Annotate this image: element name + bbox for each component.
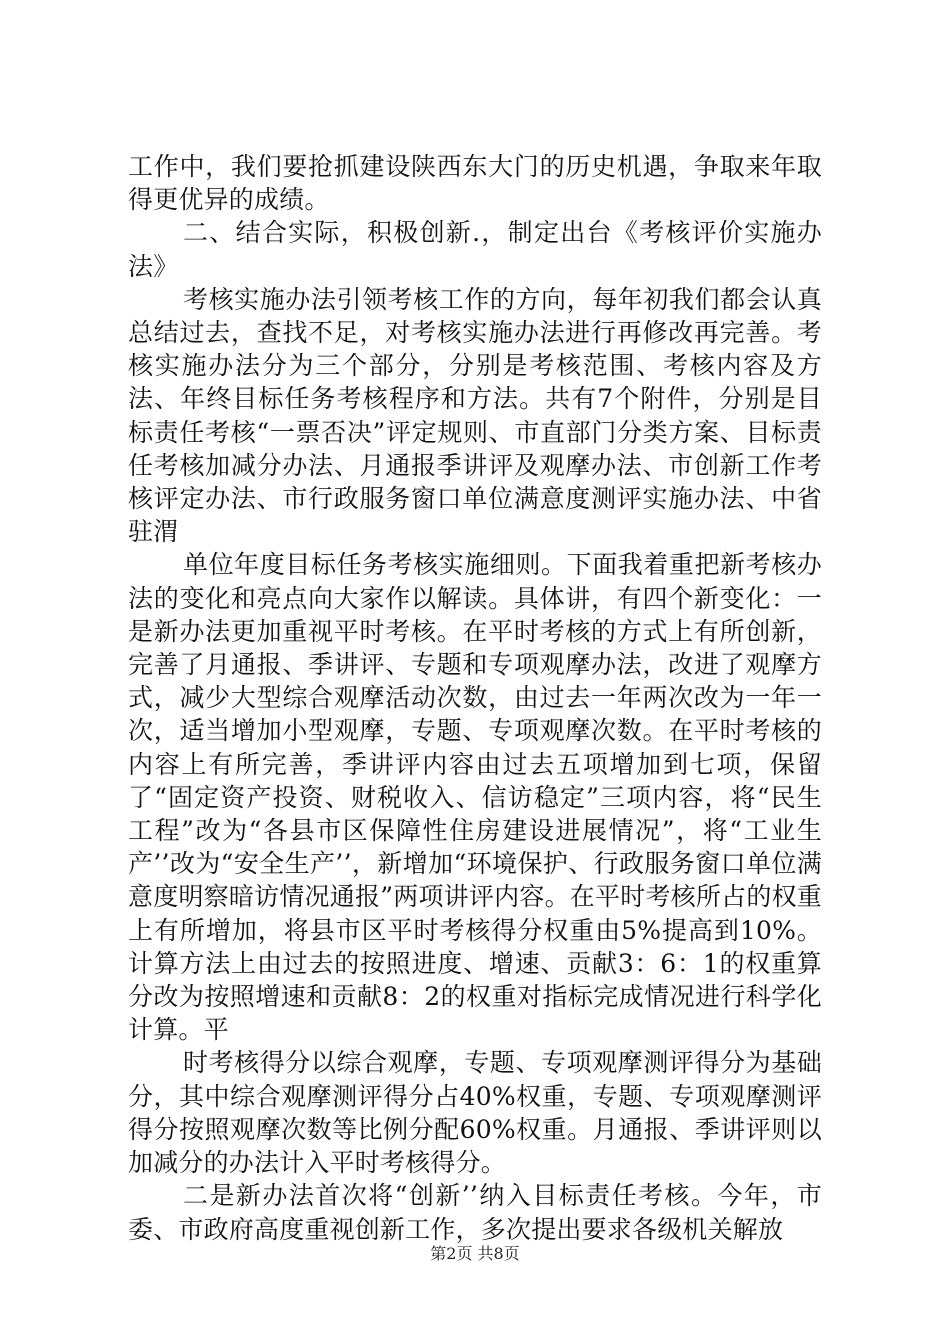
paragraph-4: 单位年度目标任务考核实施细则。下面我着重把新考核办法的变化和亮点向大家作以解读。具体讲，有四个新变化：一是新办法更加重视平时考核。在平时考核的方式上有所创新，完善了月通报、季讲评、专题和专项观摩办法，改进了观摩方式，减少大型综合观摩活动次数，由过去一年两次改为一年一次，适当增加小型观摩，专题、专项观摩次数。在平时考核的内容上有所完善，季讲评内容由过去五项增加到七项，保留了“固定资产投资、财税收入、信访稳定”三项内容，将“民生工程”改为“各县市区保障性住房建设进展情况”，将“工业生产’’改为“安全生产’’，新增加“环境保护、行政服务窗口单位满意度明察暗访情况通报”两项讲评内容。在平时考核所占的权重上有所增加，将县市区平时考核得分权重由5%提高到10%。计算方法上由过去的按照进度、增速、贡献3：6：1的权重算分改为按照增速和贡献8：2的权重对指标完成情况进行科学化计算。平 [128,550,822,1045]
paragraph-5: 时考核得分以综合观摩，专题、专项观摩测评得分为基础分，其中综合观摩测评得分占40%权重，专题、专项观摩测评得分按照观摩次数等比例分配60%权重。月通报、季讲评则以加减分的办法计入平时考核得分。 [128,1048,822,1178]
paragraph-2-heading: 二、结合实际，积极创新.，制定出台《考核评价实施办法》 [128,218,822,281]
paragraph-1: 工作中，我们要抢抓建设陕西东大门的历史机遇，争取来年取得更优异的成绩。 [128,152,822,215]
page-number: 第2页 共8页 [430,1244,520,1263]
paragraph-6: 二是新办法首次将“创新’’纳入目标责任考核。今年，市委、市政府高度重视创新工作，多次提出要求各级机关解放 [128,1181,822,1244]
document-body [128,150,822,1246]
paragraph-3: 考核实施办法引领考核工作的方向，每年初我们都会认真总结过去，查找不足，对考核实施办法进行再修改再完善。考核实施办法分为三个部分，分别是考核范围、考核内容及方法、年终目标任务考核程序和方法。共有7个附件，分别是目标责任考核“一票否决”评定规则、市直部门分类方案、目标责任考核加减分办法、月通报季讲评及观摩办法、市创新工作考核评定办法、市行政服务窗口单位满意度测评实施办法、中省驻渭 [128,284,822,547]
page-footer [0,1244,950,1264]
